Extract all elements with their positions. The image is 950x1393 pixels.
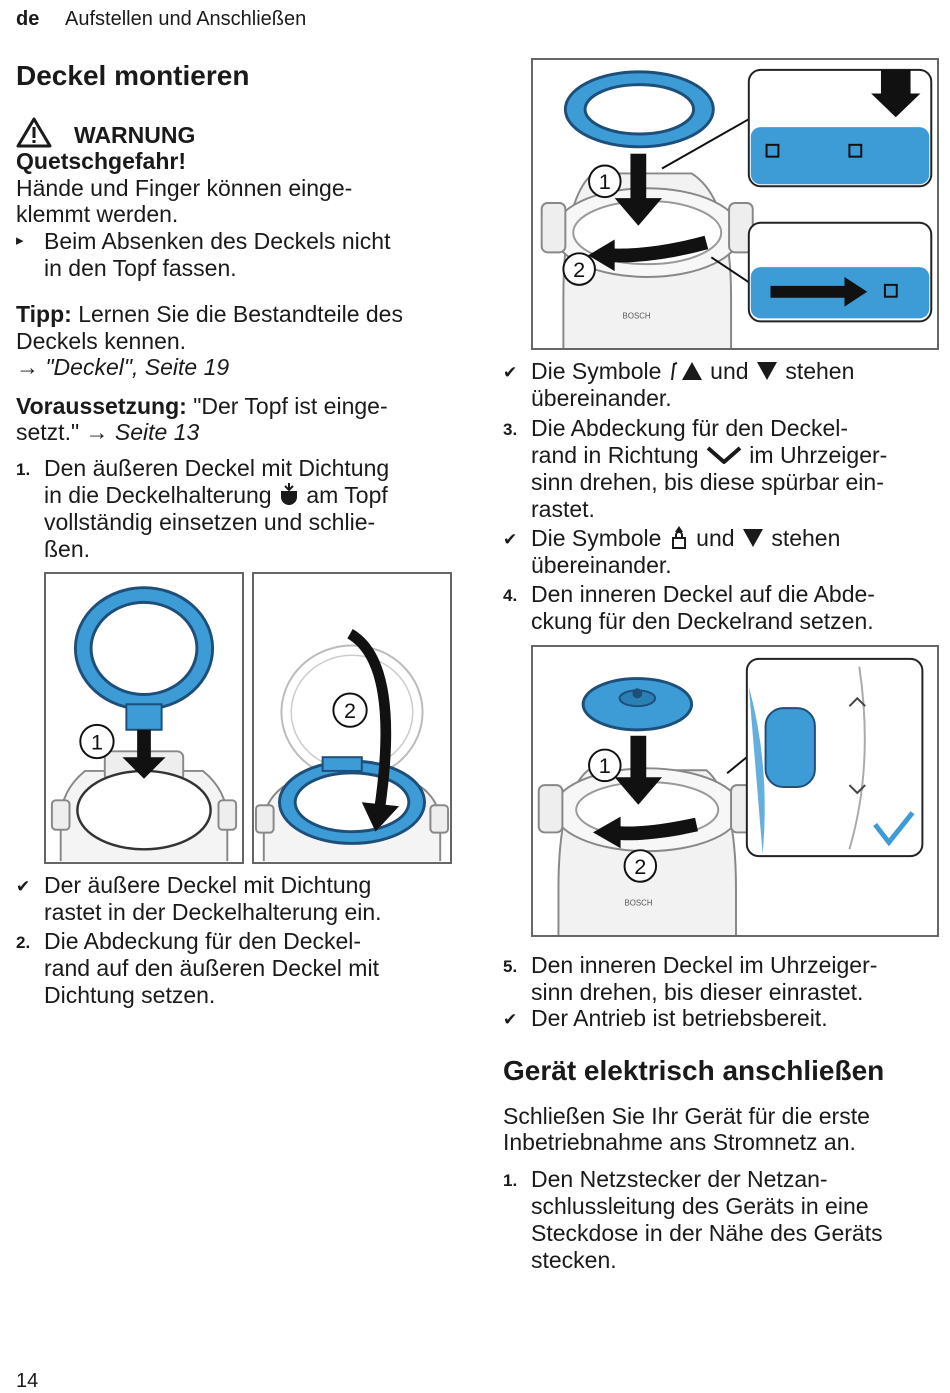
svg-text:2: 2 — [344, 698, 357, 723]
inner-lid-illustration — [533, 647, 937, 935]
language-code: de — [16, 8, 40, 30]
step-marker-2-icon — [333, 694, 366, 727]
result-2-line-2: übereinander. — [531, 385, 672, 411]
step-1-line-1: Den äußeren Deckel mit Dichtung — [44, 455, 390, 481]
result-2-text-a: Die Symbole — [531, 358, 662, 384]
prerequisite-label: Voraussetzung: — [16, 393, 187, 419]
chevron-down-icon — [705, 445, 743, 465]
detail-zoom-bottom — [749, 223, 931, 322]
bullet-icon: ▸ — [16, 232, 24, 249]
page-number: 14 — [16, 1370, 39, 1392]
prerequisite-reference[interactable]: Seite 13 — [114, 419, 200, 445]
step-3-line-1: Die Abdeckung für den Deckel- — [531, 415, 849, 441]
warning-action-line-2: in den Topf fassen. — [44, 255, 237, 281]
step-3-text-a: rand in Richtung — [531, 442, 699, 468]
tip-text-1: Lernen Sie die Bestandteile des — [78, 301, 403, 327]
step-number: 4. — [503, 586, 518, 605]
tip-label: Tipp: — [16, 301, 72, 327]
arrow-icon: → — [85, 419, 109, 445]
step-1-text-a: in die Deckelhalterung — [44, 482, 272, 508]
result-5-text: Der Antrieb ist betriebsbereit. — [531, 1005, 828, 1031]
step-marker-1-icon — [80, 725, 113, 758]
prerequisite-text-1: "Der Topf ist einge- — [193, 393, 388, 419]
warning-line-1: Hände und Finger können einge- — [16, 175, 353, 201]
step-number: 1. — [503, 1171, 518, 1190]
check-icon: ✔ — [503, 530, 518, 549]
result-3-text-c: stehen — [771, 525, 841, 551]
result-3-text-b: und — [696, 525, 735, 551]
warning-action-line-1: Beim Absenken des Deckels nicht — [44, 228, 391, 254]
step-4-line-2: ckung für den Deckelrand setzen. — [531, 608, 874, 634]
lid-holder-icon — [278, 482, 300, 506]
step-1-line-4: ßen. — [44, 536, 91, 562]
check-icon: ✔ — [16, 877, 31, 896]
step-1-line-2 — [44, 482, 388, 509]
result-3-line-1 — [531, 525, 840, 552]
step-5-line-2: sinn drehen, bis dieser einrastet. — [531, 979, 864, 1005]
step-marker-2-icon — [625, 850, 657, 882]
step-2-line-2: rand auf den äußeren Deckel mit — [44, 955, 379, 981]
triangle-down-icon — [755, 360, 779, 382]
step-connect-line-1: Den Netzstecker der Netzan- — [531, 1166, 828, 1192]
lock-triangle-icon — [668, 525, 690, 549]
result-1-line-1: Der äußere Deckel mit Dichtung — [44, 872, 372, 898]
detail-zoom-top — [749, 70, 931, 186]
outer-lid-close-illustration — [254, 574, 450, 862]
section-header: Aufstellen und Anschließen — [65, 8, 307, 30]
svg-text:1: 1 — [598, 753, 611, 779]
figure-inner-lid — [531, 645, 939, 937]
prerequisite-line-1 — [16, 393, 388, 420]
step-marker-1-icon — [589, 750, 621, 782]
step-3-line-2 — [531, 442, 887, 469]
step-4-line-1: Den inneren Deckel auf die Abde- — [531, 581, 875, 607]
step-connect-line-3: Steckdose in der Nähe des Geräts — [531, 1220, 883, 1246]
result-1-line-2: rastet in der Deckelhalterung ein. — [44, 899, 382, 925]
detail-zoom-lock — [747, 659, 923, 856]
outer-lid-insert-illustration — [46, 574, 242, 862]
result-2-text-b: und — [710, 358, 749, 384]
step-number: 1. — [16, 460, 31, 479]
figure-outer-lid-insert — [44, 572, 244, 864]
step-3-line-4: rastet. — [531, 496, 595, 522]
prerequisite-text-2: setzt." — [16, 419, 80, 445]
intro-line-2: Inbetriebnahme ans Stromnetz an. — [503, 1129, 856, 1155]
step-marker-1-icon — [589, 166, 621, 198]
step-connect-line-4: stecken. — [531, 1247, 617, 1273]
step-1-line-3: vollständig einsetzen und schlie- — [44, 509, 376, 535]
step-number: 5. — [503, 957, 518, 976]
arrow-icon: → — [16, 354, 39, 380]
warning-title: Quetschgefahr! — [16, 148, 186, 174]
intro-line-1: Schließen Sie Ihr Gerät für die erste — [503, 1103, 870, 1129]
warning-label: WARNUNG — [74, 122, 196, 148]
svg-text:2: 2 — [573, 256, 586, 282]
brand-label: BOSCH — [624, 898, 653, 908]
cover-ring — [565, 72, 713, 147]
step-connect-line-2: schlussleitung des Geräts in eine — [531, 1193, 869, 1219]
svg-text:2: 2 — [634, 853, 647, 879]
outer-lid-ring — [75, 588, 212, 730]
step-marker-2-icon — [563, 253, 595, 285]
brand-label: BOSCH — [622, 311, 651, 321]
tip-line-2: Deckels kennen. — [16, 328, 187, 354]
step-number: 3. — [503, 420, 518, 439]
step-1-text-b: am Topf — [306, 482, 388, 508]
step-3-text-b: im Uhrzeiger- — [749, 442, 888, 468]
step-number: 2. — [16, 933, 31, 952]
tip-line-1 — [16, 301, 403, 328]
step-5-line-1: Den inneren Deckel im Uhrzeiger- — [531, 952, 878, 978]
figure-cover-rotate — [531, 58, 939, 350]
page-title: Deckel montieren — [16, 60, 250, 91]
brush-triangle-up-icon — [668, 360, 704, 382]
triangle-down-icon — [741, 527, 765, 549]
figure-outer-lid-close — [252, 572, 452, 864]
warning-line-2: klemmt werden. — [16, 201, 179, 227]
step-3-line-3: sinn drehen, bis diese spürbar ein- — [531, 469, 884, 495]
prerequisite-line-2 — [16, 419, 199, 446]
step-2-line-1: Die Abdeckung für den Deckel- — [44, 928, 362, 954]
outer-lid-ring — [279, 757, 424, 843]
svg-text:1: 1 — [598, 169, 611, 195]
cover-rotate-illustration — [533, 60, 937, 348]
section-title: Gerät elektrisch anschließen — [503, 1055, 885, 1086]
result-2-text-c: stehen — [785, 358, 855, 384]
warning-triangle-icon — [16, 116, 52, 148]
result-3-text-a: Die Symbole — [531, 525, 662, 551]
tip-reference[interactable] — [16, 354, 229, 381]
tip-reference-text: "Deckel", Seite 19 — [45, 354, 230, 380]
check-icon: ✔ — [503, 363, 518, 382]
result-2-line-1 — [531, 358, 854, 385]
result-3-line-2: übereinander. — [531, 552, 672, 578]
step-2-line-3: Dichtung setzen. — [44, 982, 216, 1008]
check-icon: ✔ — [503, 1010, 518, 1029]
svg-text:1: 1 — [90, 729, 103, 755]
inner-lid — [583, 679, 691, 730]
